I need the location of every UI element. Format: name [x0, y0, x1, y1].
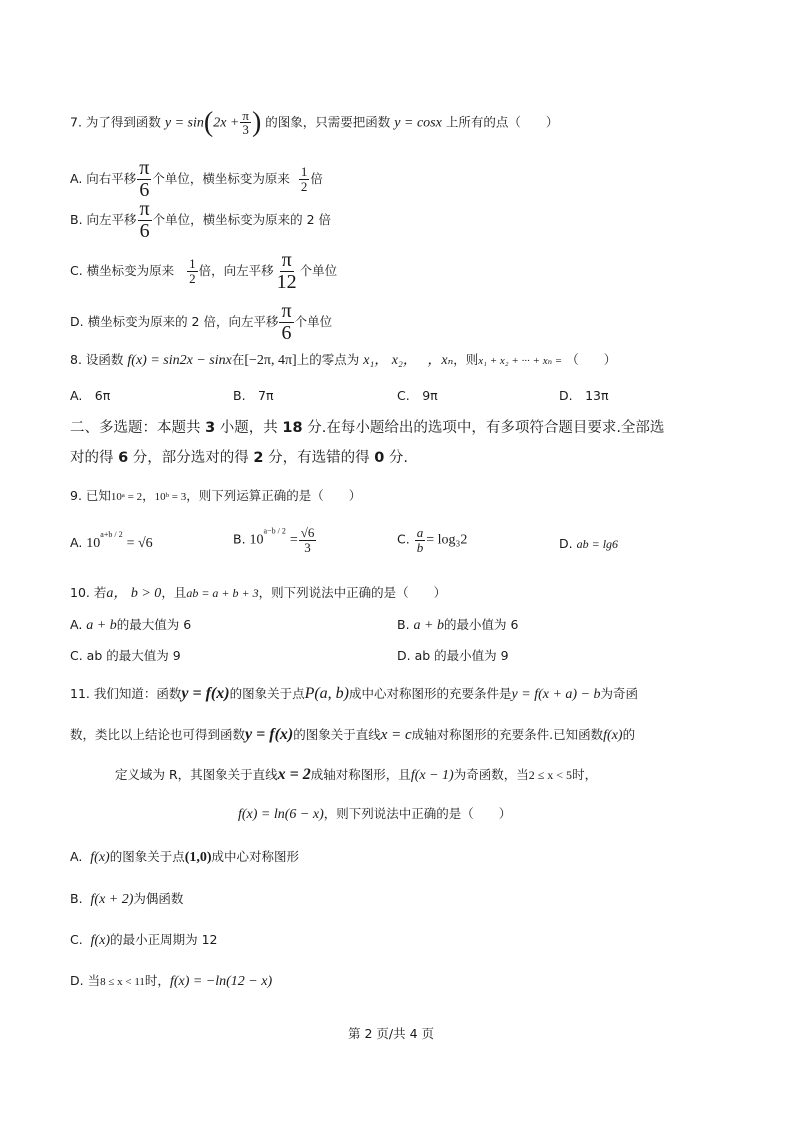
q11-stem-line2: 数，类比以上结论也可得到函数y = f(x)的图象关于直线x = c成轴对称图形的充要条件.已知函数f(x)的	[70, 726, 636, 743]
q8-option-b: B. 7π	[233, 388, 274, 403]
q7-stem: 7. 为了得到函数 y = sin(2x + $\frac{\pi}{3}$ ) 的图象，只需要把函数 y = cosx 上所有的点（ ）	[70, 107, 559, 138]
q9-option-a: A. $10^{a+b / 2} = √6$	[70, 530, 153, 551]
q11-stem-line3: 定义域为 R，其图象关于直线x = 2成轴对称图形，且f(x − 1)为奇函数，当2 ≤ x < 5时，	[115, 766, 598, 783]
q7-option-a: A. 向右平移 $\frac{\pi}{6}$ 个单位，横坐标变为原来 $\frac{1}{2}$ 倍	[70, 157, 323, 201]
q10-option-b: B. a + b的最小值为 6	[397, 617, 519, 633]
q10-stem: 10. 若a， b > 0，且ab = a + b + 3，则下列说法中正确的是（ ）	[70, 585, 447, 601]
q11-option-d: D. 当8 ≤ x < 11时，f(x) = −ln(12 − x)	[70, 973, 273, 989]
q10-option-a: A. a + b的最大值为 6	[70, 617, 192, 633]
q8-option-a: A. 6π	[70, 388, 111, 403]
q9-option-d: D. ab = lg6	[559, 536, 619, 551]
q8-option-c: C. 9π	[397, 388, 438, 403]
q10-option-c: C. ab 的最大值为 9	[70, 648, 181, 663]
q7-option-c: C. 横坐标变为原来 $\frac{1}{2}$ 倍，向左平移 $\frac{\pi}{12}$ 个单位	[70, 249, 338, 293]
q9-option-c: C. $\frac{a}{b}$ = log₃2	[397, 525, 468, 555]
q7-option-d: D. 横坐标变为原来的 2 倍，向左平移 $\frac{\pi}{6}$ 个单位	[70, 300, 333, 344]
q8-option-d: D. 13π	[559, 388, 609, 403]
q11-stem-line4: f(x) = ln(6 − x)，则下列说法中正确的是（ ）	[238, 806, 512, 822]
q7-pi-over-3: $\frac{\pi}{3}$	[242, 107, 249, 138]
q11-option-c: C. f(x)的最小正周期为 12	[70, 932, 218, 948]
section-heading-line2: 对的得 6 分，部分选对的得 2 分，有选错的得 0 分.	[70, 450, 409, 466]
q8-stem: 8. 设函数 f(x) = sin2x − sinx在[−2π, 4π]上的零点为 x₁， x₂， ，xₙ，则x₁ + x₂ + ··· + xₙ = （ ）	[70, 352, 617, 368]
q11-stem-line1: 11. 我们知道：函数y = f(x)的图象关于点P(a, b)成中心对称图形的充要条件是y = f(x + a) − b为奇函	[70, 685, 639, 702]
page-footer: 第 2 页/共 4 页	[348, 1026, 435, 1041]
q11-option-a: A. f(x)的图象关于点(1,0)成中心对称图形	[70, 849, 300, 865]
q7-option-b: B. 向左平移 $\frac{\pi}{6}$ 个单位，横坐标变为原来的 2 倍	[70, 198, 332, 242]
q9-stem: 9. 已知10ᵃ = 2，10ᵇ = 3，则下列运算正确的是（ ）	[70, 488, 362, 503]
q10-option-d: D. ab 的最小值为 9	[397, 648, 509, 663]
section-heading: 二、多选题：本题共 3 小题，共 18 分.在每小题给出的选项中，有多项符合题目要求.全部选	[70, 420, 665, 436]
q11-option-b: B. f(x + 2)为偶函数	[70, 891, 184, 907]
q9-option-b: B. $10^{a-b / 2}$ = $\frac{√6}{3}$	[233, 525, 315, 555]
